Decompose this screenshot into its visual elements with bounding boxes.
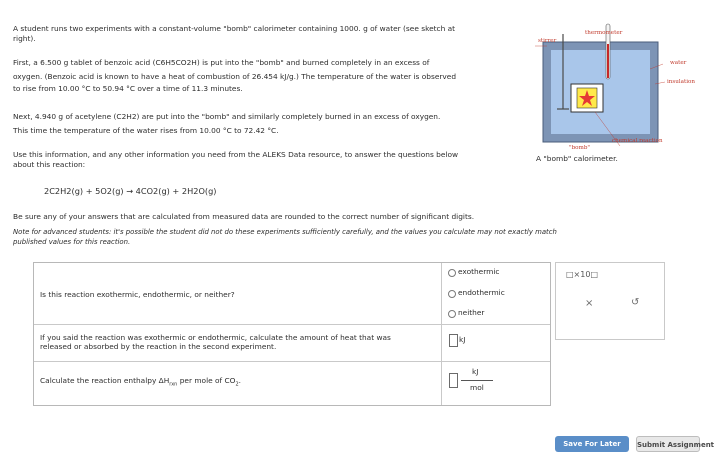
thermometer-mercury (607, 44, 609, 78)
question-enthalpy-tail-sub: 2 (235, 381, 239, 388)
intro-line-2: right). (13, 34, 36, 43)
enthalpy-unit-numerator: kJ (472, 367, 479, 376)
advanced-note-line-1: Note for advanced students: it's possible the student did not do these experiments sufficiently carefully, and the values you calculate may not exactly match (13, 228, 557, 236)
question-enthalpy-text: Calculate the reaction enthalpy ΔH (40, 376, 170, 385)
second-experiment-line-1: Next, 4.940 g of acetylene (C2H2) are put into the "bomb" and similarly completely burned in an excess of oxygen. (13, 112, 441, 121)
thermometer-label: thermometer (585, 30, 623, 36)
diagram-caption: A "bomb" calorimeter. (536, 154, 618, 163)
sig-digits-note: Be sure any of your answers that are calculated from measured data are rounded to the correct number of significant digits. (13, 212, 475, 221)
save-for-later-button[interactable]: Save For Later (555, 436, 629, 452)
radio-exothermic[interactable] (448, 269, 456, 277)
question-reaction-type: Is this reaction exothermic, endothermic, or neither? (40, 290, 235, 299)
label-exothermic[interactable]: exothermic (458, 267, 500, 276)
question-row-heat (34, 324, 550, 362)
heat-answer-input[interactable] (449, 334, 458, 347)
insulation-label: insulation (667, 79, 695, 85)
first-experiment-line-2: oxygen. (Benzoic acid is known to have a heat of combustion of 26.454 kJ/g.) The temperature of the water is observed (13, 72, 457, 81)
label-neither[interactable]: neither (458, 308, 485, 317)
reaction-equation: 2C2H2(g) + 5O2(g) → 4CO2(g) + 2H2O(g) (44, 186, 217, 196)
question-enthalpy-end: . (238, 376, 242, 385)
label-endothermic[interactable]: endothermic (458, 288, 505, 297)
question-row-enthalpy (34, 361, 550, 405)
submit-assignment-button[interactable]: Submit Assignment (636, 436, 700, 452)
undo-button[interactable]: ↺ (631, 297, 640, 308)
water-label: water (670, 60, 687, 66)
first-experiment-line-3: to rise from 10.00 °C to 50.94 °C over a time of 11.3 minutes. (13, 84, 243, 93)
first-experiment-line-1: First, a 6.500 g tablet of benzoic acid (C6H5CO2H) is put into the "bomb" and burned completely in an excess of (13, 58, 430, 67)
instructions-line-2: about this reaction: (13, 160, 86, 169)
bomb-label: "bomb" (569, 145, 590, 151)
radio-endothermic[interactable] (448, 290, 456, 298)
second-experiment-line-2: This time the temperature of the water rises from 10.00 °C to 72.42 °C. (13, 126, 279, 135)
intro-line-1: A student runs two experiments with a constant-volume "bomb" calorimeter containing 1000. g of water (see sketch at (13, 24, 456, 33)
question-enthalpy (40, 376, 241, 388)
question-heat-line-2: released or absorbed by the reaction in the second experiment. (40, 342, 277, 351)
instructions-line-1: Use this information, and any other information you need from the ALEKS Data resource, to answer the questions below (13, 150, 459, 159)
question-enthalpy-sub: rxn (169, 381, 178, 388)
answer-tools-panel (555, 262, 665, 340)
enthalpy-unit-denominator: mol (470, 383, 484, 392)
scientific-notation-button[interactable]: □×10□ (566, 270, 598, 279)
question-row-reaction-type (34, 263, 550, 325)
radio-neither[interactable] (448, 310, 456, 318)
stirrer-label: stirrer (538, 38, 557, 44)
question-enthalpy-tail: per mole of CO (179, 376, 236, 385)
question-table (33, 262, 551, 406)
question-heat-line-1: If you said the reaction was exothermic or endothermic, calculate the amount of heat that was (40, 333, 391, 342)
advanced-note-line-2: published values for this reaction. (13, 238, 131, 246)
fraction-bar (461, 380, 493, 381)
chemical-reaction-label: chemical reaction (612, 138, 663, 144)
heat-unit-label: kJ (459, 335, 466, 344)
enthalpy-answer-input[interactable] (449, 373, 458, 388)
clear-button[interactable]: × (585, 298, 594, 309)
